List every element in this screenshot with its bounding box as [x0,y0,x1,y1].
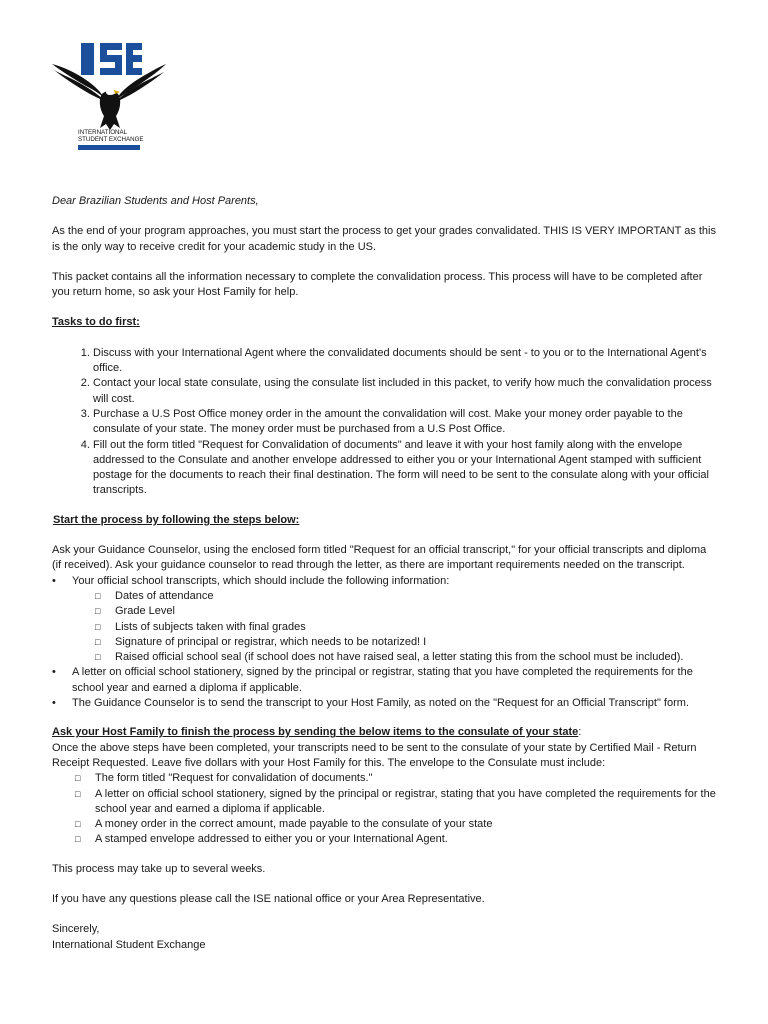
list-item-text: A money order in the correct amount, made payable to the consulate of your state [95,818,493,831]
guidance-paragraph: Ask your Guidance Counselor, using the enclosed form titled "Request for an official transcript," for your official transcripts and diploma (if received). Ask your guidance counselor to read through the letter, as there are important requirements needed on the transcript. [52,544,707,572]
host-heading-colon: : [578,726,582,739]
checkbox-square-icon: □ [75,773,81,784]
task-item: 1. Discuss with your International Agent where the convalidated documents should be sent - to you or to the International Agent's office. [93,346,716,377]
list-item-text: Grade Level [115,605,175,618]
letter-body [52,194,716,953]
list-item [95,604,716,619]
host-intro-paragraph: Once the above steps have been completed, your transcripts need to be sent to the consulate of your state by Certified Mail - Return Receipt Requested. Leave five dollars with your Host Family for this. The envelope to the Consulate must include: [52,741,697,769]
list-item-text: Raised official school seal (if school does not have raised seal, a letter stating this from the school must be included). [115,651,684,664]
list-item-text: The form titled "Request for convalidation of documents." [95,772,373,785]
list-item-text: Signature of principal or registrar, which needs to be notarized! I [115,635,427,648]
task-item: 2. Contact your local state consulate, using the consulate list included in this packet, to verify how much the convalidation process will cost. [93,376,716,407]
checkbox-square-icon: □ [75,819,81,830]
packet-paragraph: This packet contains all the information necessary to complete the convalidation process. This process will have to be completed after you return home, so ask your Host Family for help. [52,270,703,299]
steps-heading: Start the process by following the steps below: [53,513,300,526]
list-item [75,787,716,818]
list-item-text: A letter on official school stationery, signed by the principal or registrar, stating that you have completed the requirements for the school year and earned a diploma if applicable. [95,787,716,815]
bullet-item [72,574,716,666]
list-item-text: A stamped envelope addressed to either you or your International Agent. [95,833,448,846]
transcript-items-list [72,589,716,665]
task-item: 4. Fill out the form titled "Request for Convalidation of documents" and leave it with your host family along with the envelope addressed to the Consulate and another envelope addressed to either you or your International Agent stamped with sufficient postage for the documents to reach their final destination. The form will need to be sent to the consulate along with your official transcripts. [93,438,716,499]
logo-letter-i [81,43,94,75]
list-item [95,620,716,635]
logo-bar [78,145,140,150]
greeting: Dear Brazilian Students and Host Parents, [52,195,259,207]
checkbox-square-icon: □ [75,834,81,845]
requirements-list [52,574,716,712]
list-item [95,650,716,665]
list-item-text: Dates of attendance [115,589,214,602]
host-heading: Ask your Host Family to finish the process by sending the below items to the consulate of your state [52,726,579,739]
bullet-text: Your official school transcripts, which should include the following information: [72,574,450,587]
logo-letter-s [100,43,122,75]
list-item-text: Lists of subjects taken with final grades [115,620,306,633]
checkbox-square-icon: □ [95,652,101,663]
host-heading-line [52,725,716,740]
logo-letter-e [126,43,142,75]
checkbox-square-icon: □ [95,590,101,601]
intro-paragraph: As the end of your program approaches, you must start the process to get your grades convalidated. THIS IS VERY IMPORTANT as this is the only way to receive credit for your academic study in the US. [52,225,716,253]
weeks-paragraph: This process may take up to several weeks. [52,862,266,875]
list-item [75,832,716,847]
bullet-item: • The Guidance Counselor is to send the transcript to your Host Family, as noted on the "Request for an Official Transcript" form. [72,696,716,711]
signature: International Student Exchange [52,938,206,951]
checkbox-square-icon: □ [95,636,101,647]
bullet-item: • A letter on official school stationery, signed by the principal or registrar, stating that you have completed the requirements for the school year and earned a diploma if applicable. [72,665,716,696]
logo-line2: STUDENT EXCHANGE [78,136,144,143]
closing: Sincerely, [52,923,100,936]
checkbox-square-icon: □ [95,621,101,632]
checkbox-square-icon: □ [95,606,101,617]
questions-paragraph: If you have any questions please call the ISE national office or your Area Representative. [52,892,485,905]
tasks-list [52,346,716,499]
list-item [95,589,716,604]
list-item [75,817,716,832]
ise-logo [50,40,170,155]
tasks-heading: Tasks to do first: [52,316,140,329]
envelope-items-list [52,771,716,847]
list-item [75,771,716,786]
task-item: 3. Purchase a U.S Post Office money order in the amount the convalidation will cost. Make your money order payable to the consulate of your state. The money order must be purchased from a U.S Post Office. [93,407,716,438]
checkbox-square-icon: □ [75,788,81,799]
list-item [95,635,716,650]
logo-line1: INTERNATIONAL [78,129,128,136]
